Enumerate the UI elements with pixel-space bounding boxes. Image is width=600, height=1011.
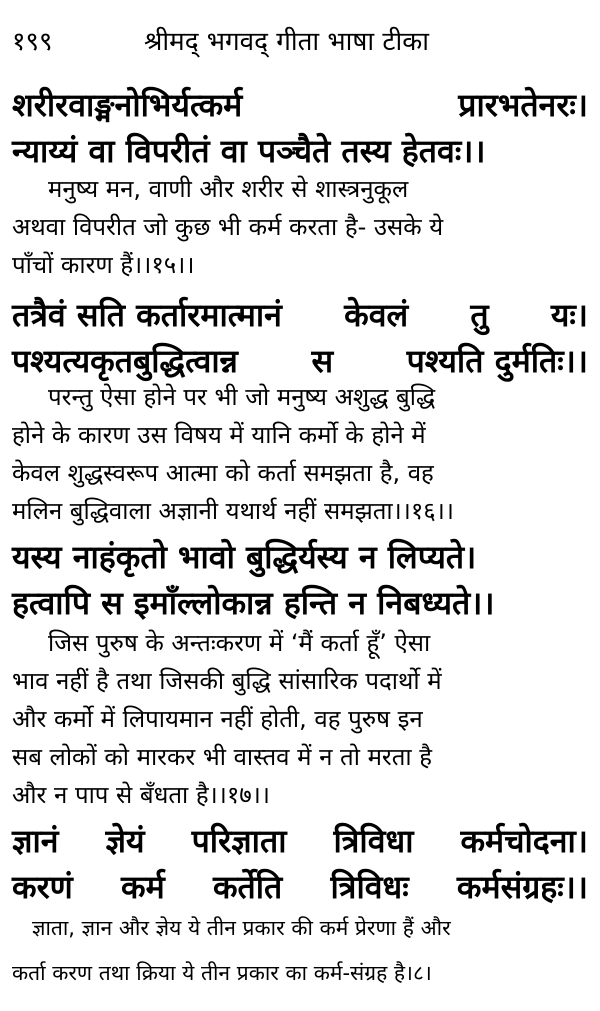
verse-text: करणं (12, 868, 73, 906)
commentary-18 (12, 906, 588, 996)
verse-line (12, 534, 588, 580)
verse-text: कर्म (121, 868, 165, 906)
commentary-line (12, 170, 588, 208)
verse-line (12, 292, 588, 338)
verse-text: स (311, 342, 334, 380)
verse-text: कर्मचोदना। (460, 822, 588, 860)
verse-line (12, 128, 588, 174)
page-number: १९९ (12, 27, 53, 57)
verse-text: कर्मसंग्रहः।। (456, 868, 588, 906)
verse-text: त्रिविधा (333, 822, 414, 860)
commentary-line (12, 700, 588, 738)
verse-text: केवलं (344, 296, 409, 334)
verse-15 (12, 82, 588, 174)
verse-17 (12, 534, 588, 626)
verse-text: कर्तेति (212, 868, 283, 906)
commentary-text: केवल शुद्धस्वरूप आत्मा को कर्ता समझता है, वह (12, 459, 434, 487)
commentary-text: पाँचों कारण हैं।।१५।। (12, 251, 195, 279)
commentary-15 (12, 170, 588, 284)
verse-text: यस्य नाहंकृतो भावो बुद्धिर्यस्य न लिप्यते। (12, 538, 477, 576)
verse-text: हत्वापि स इमाँल्लोकान्न हन्ति न निबध्यते।। (12, 584, 495, 622)
commentary-text: भाव नहीं है तथा जिसकी बुद्धि सांसारिक पदार्थो में (12, 667, 442, 695)
verse-text: पश्यति दुर्मतिः।। (406, 342, 588, 380)
commentary-text: अथवा विपरीत जो कुछ भी कर्म करता है- उसके ये (12, 213, 444, 241)
commentary-line (12, 624, 588, 662)
commentary-text: होने के कारण उस विषय में यानि कर्मो के होने में (12, 421, 426, 449)
verse-line (12, 82, 588, 128)
commentary-line (12, 246, 588, 284)
commentary-16 (12, 378, 588, 530)
commentary-line (12, 776, 588, 814)
commentary-text: परन्तु ऐसा होने पर भी जो मनुष्य अशुद्ध बुद्धि (48, 383, 436, 411)
commentary-17 (12, 624, 588, 814)
verse-text: ज्ञानं (12, 822, 59, 860)
verse-16 (12, 292, 588, 384)
verse-18 (12, 818, 588, 910)
verse-text: शरीरवाङ्मनोभिर्यत्कर्म (12, 86, 243, 124)
commentary-line (12, 738, 588, 776)
commentary-line (12, 208, 588, 246)
verse-text: तु (470, 296, 489, 334)
commentary-text: मनुष्य मन, वाणी और शरीर से शास्त्रनुकूल (48, 175, 409, 203)
running-title: श्रीमद् भगवद् गीता भाषा टीका (144, 27, 429, 57)
commentary-text: मलिन बुद्धिवाला अज्ञानी यथार्थ नहीं समझता।।१६।। (12, 497, 454, 525)
commentary-text: कर्ता करण तथा क्रिया ये तीन प्रकार का कर्म-संग्रह है।८। (12, 961, 432, 985)
verse-text: प्रारभतेनरः। (458, 86, 588, 124)
commentary-text: जिस पुरुष के अन्तःकरण में ‘मैं कर्ता हूँ’ ऐसा (48, 629, 431, 657)
verse-text: न्याय्यं वा विपरीतं वा पञ्चैते तस्य हेतवः।। (12, 132, 486, 170)
verse-text: त्रिविधः (330, 868, 409, 906)
commentary-text: और कर्मो में लिपायमान नहीं होती, वह पुरुष इन (12, 705, 423, 733)
verse-text: यः। (550, 296, 588, 334)
commentary-line (12, 906, 588, 951)
commentary-line (12, 492, 588, 530)
verse-line (12, 864, 588, 910)
commentary-line (12, 951, 588, 996)
commentary-line (12, 662, 588, 700)
commentary-line (12, 378, 588, 416)
verse-text: तत्रैवं सति कर्तारमात्मानं (12, 296, 282, 334)
page-header (12, 24, 588, 60)
verse-text: ज्ञेयं (105, 822, 145, 860)
verse-line (12, 818, 588, 864)
commentary-line (12, 454, 588, 492)
commentary-text: सब लोकों को मारकर भी वास्तव में न तो मरता है (12, 743, 433, 771)
commentary-line (12, 416, 588, 454)
verse-text: पश्यत्यकृतबुद्धित्वान्न (12, 342, 238, 380)
verse-line (12, 580, 588, 626)
commentary-text: और न पाप से बँधता है।।१७।। (12, 781, 270, 809)
verse-text: परिज्ञाता (191, 822, 287, 860)
commentary-text: ज्ञाता, ज्ञान और ज्ञेय ये तीन प्रकार की कर्म प्रेरणा हैं और (32, 916, 451, 940)
